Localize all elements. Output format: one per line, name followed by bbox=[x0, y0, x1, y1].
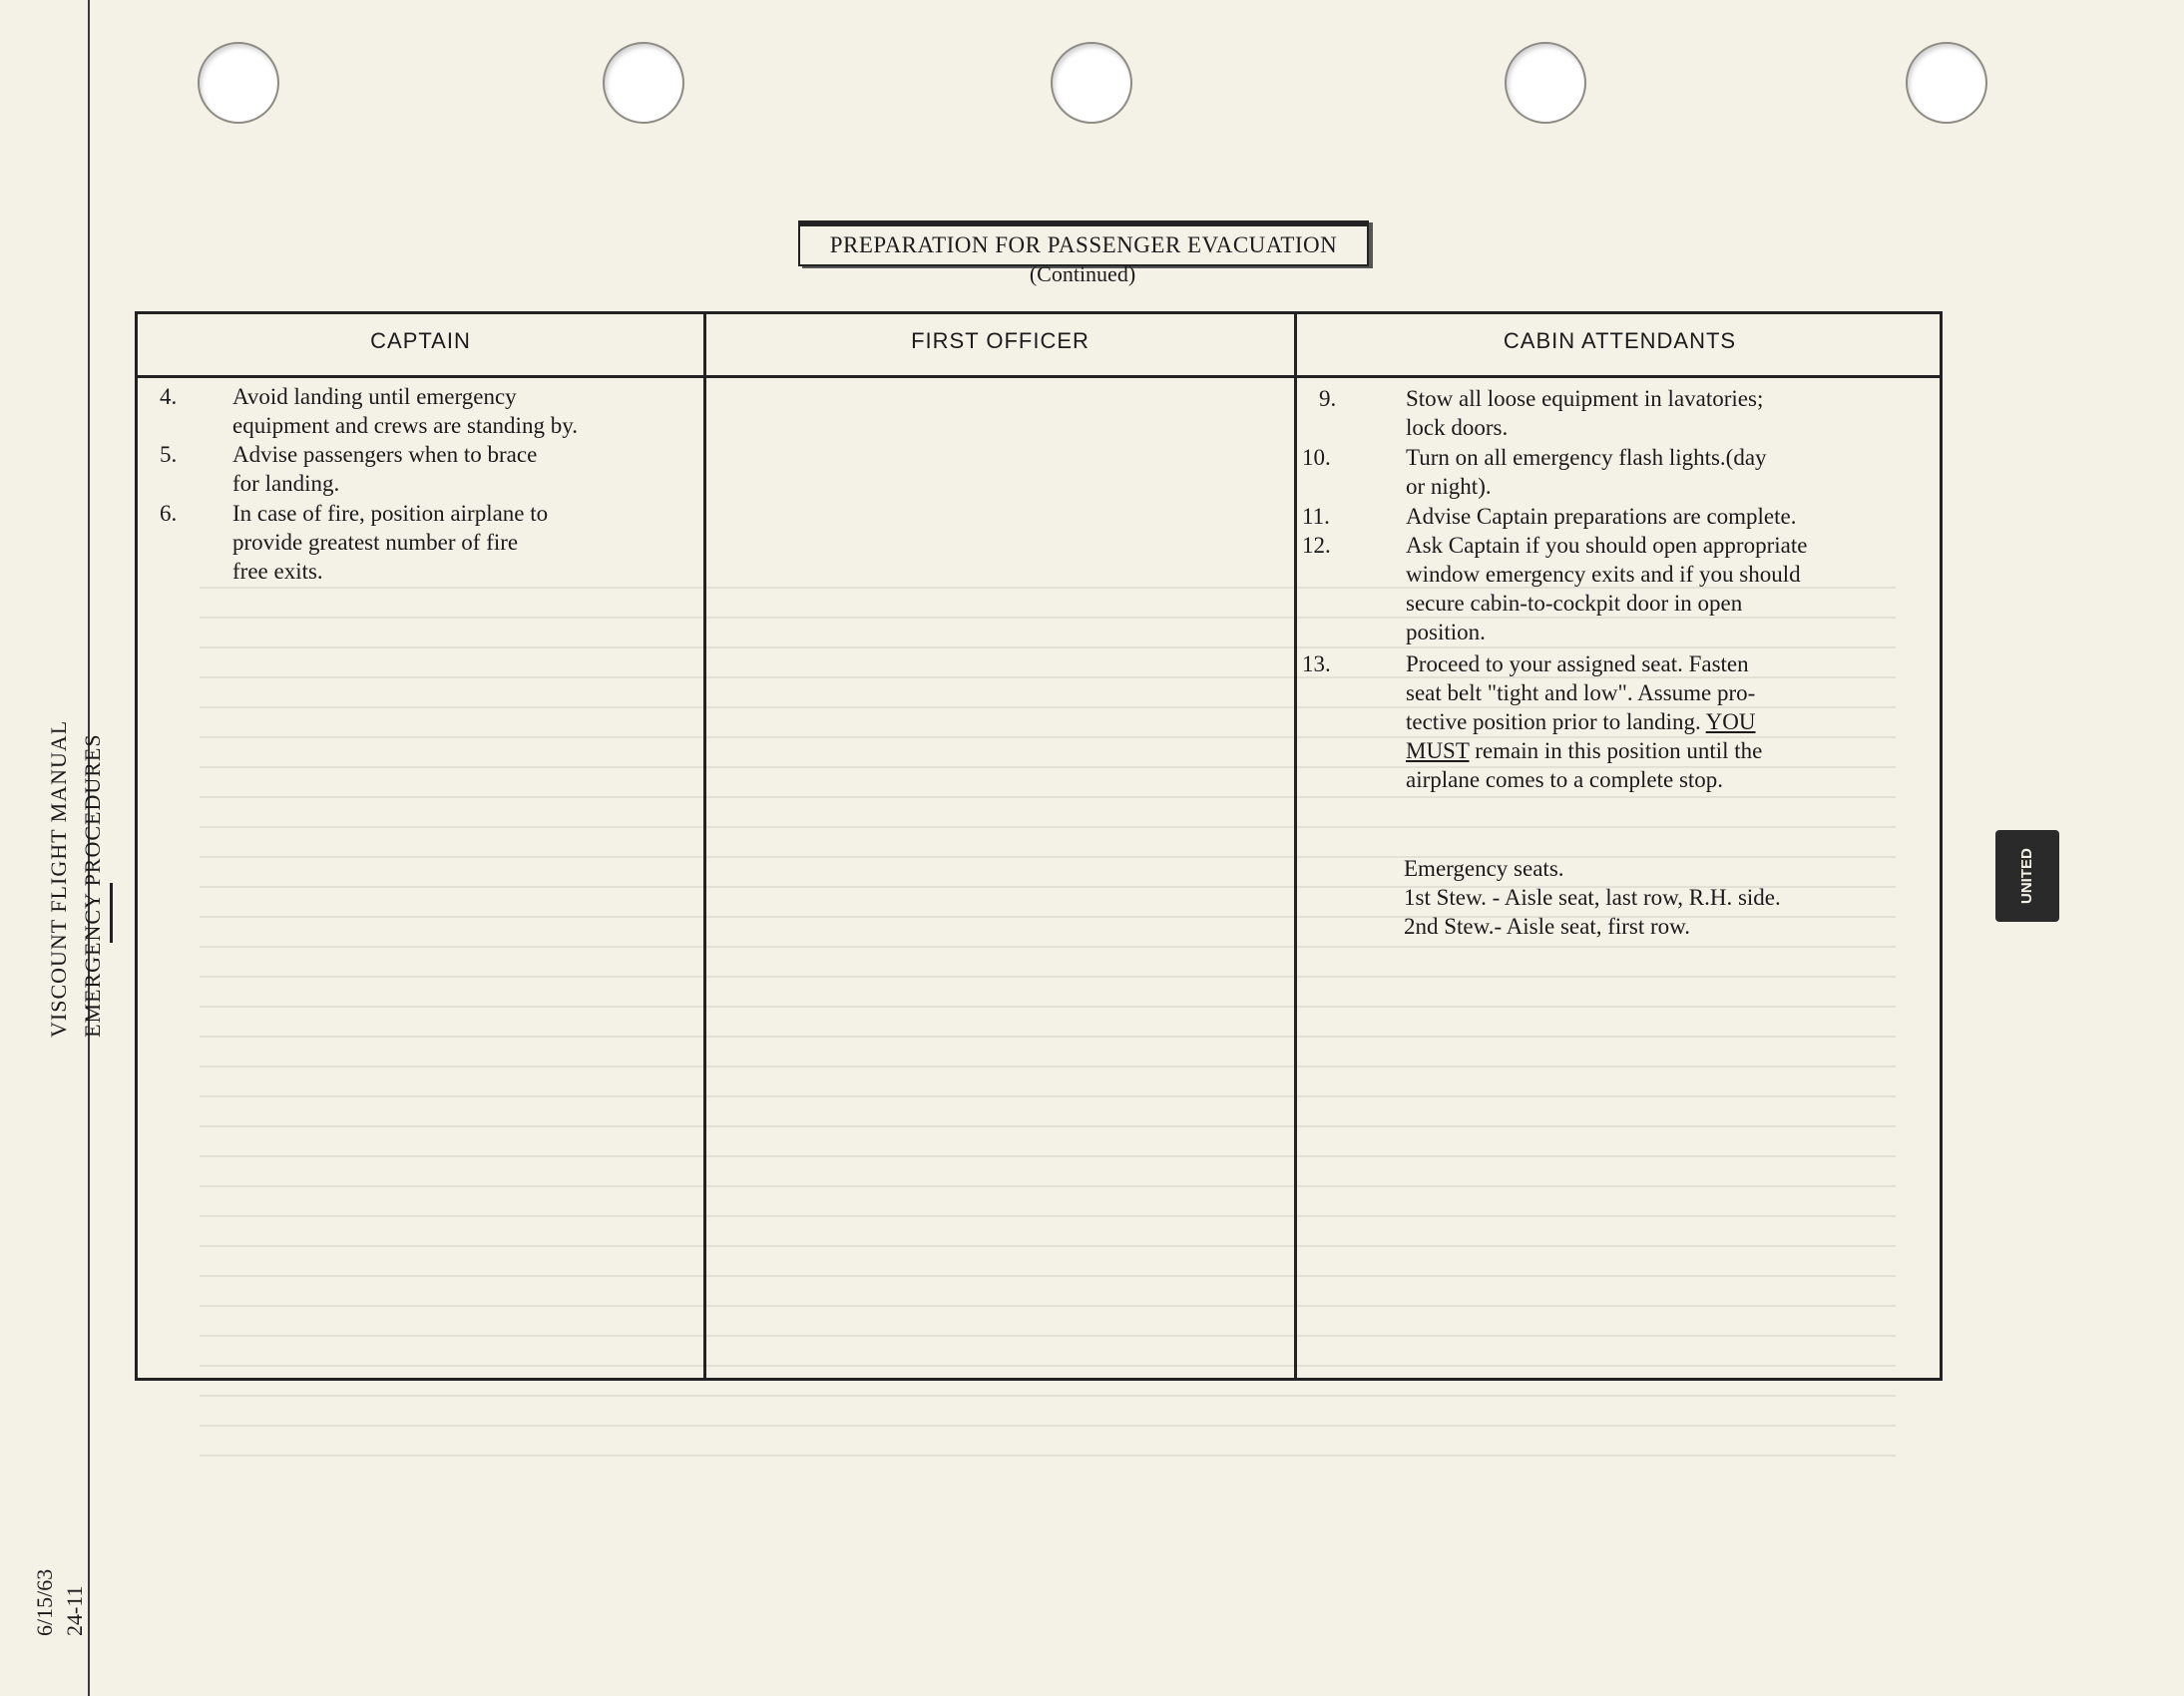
item-text: position. bbox=[1406, 620, 1486, 644]
item-number: 12. bbox=[1302, 533, 1331, 558]
item-text: lock doors. bbox=[1406, 415, 1509, 440]
punch-hole bbox=[198, 42, 279, 124]
item-text: In case of fire, position airplane to bbox=[232, 501, 549, 526]
punch-hole bbox=[603, 42, 684, 124]
item-text: provide greatest number of fire bbox=[232, 530, 519, 555]
item-text: Proceed to your assigned seat. Fasten bbox=[1406, 651, 1749, 676]
item-number: 13. bbox=[1302, 651, 1331, 676]
revision-date: 6/15/63 bbox=[32, 1568, 57, 1636]
header-rule bbox=[135, 375, 1943, 378]
item-text: Stow all loose equipment in lavatories; bbox=[1406, 386, 1764, 411]
column-header-captain: CAPTAIN bbox=[370, 328, 471, 353]
punch-hole bbox=[1505, 42, 1586, 124]
column-divider bbox=[1294, 311, 1297, 1381]
revision-bar bbox=[110, 883, 113, 943]
manual-name: VISCOUNT FLIGHT MANUAL bbox=[46, 719, 71, 1038]
emergency-seat-first: 1st Stew. - Aisle seat, last row, R.H. side. bbox=[1404, 885, 1781, 910]
page-subtitle: (Continued) bbox=[1029, 261, 1136, 286]
side-manual-label bbox=[42, 678, 105, 1038]
section-name: EMERGENCY PROCEDURES bbox=[80, 733, 105, 1038]
item-text: seat belt "tight and low". Assume pro- bbox=[1406, 680, 1756, 705]
item-text: Avoid landing until emergency bbox=[232, 384, 517, 409]
item-text: tective position prior to landing. bbox=[1406, 709, 1701, 734]
column-divider bbox=[703, 311, 706, 1381]
logo-text: UNITED bbox=[2018, 848, 2035, 904]
item-number: 4. bbox=[160, 384, 178, 409]
column-header-first-officer: FIRST OFFICER bbox=[911, 328, 1090, 353]
item-number: 5. bbox=[160, 442, 178, 467]
item-number: 6. bbox=[160, 501, 178, 526]
item-text: equipment and crews are standing by. bbox=[232, 413, 578, 438]
column-header-cabin-attendants: CABIN ATTENDANTS bbox=[1503, 328, 1737, 353]
emergency-seats bbox=[1404, 854, 1923, 941]
item-text: or night). bbox=[1406, 474, 1492, 499]
emergency-seats-heading: Emergency seats. bbox=[1404, 856, 1564, 881]
emphasis-text: YOU bbox=[1705, 709, 1756, 734]
united-logo-stamp bbox=[1995, 830, 2059, 922]
item-text: airplane comes to a complete stop. bbox=[1406, 767, 1724, 792]
item-number: 9. bbox=[1319, 386, 1337, 411]
item-text: window emergency exits and if you should bbox=[1406, 562, 1801, 587]
item-text: free exits. bbox=[232, 559, 323, 584]
item-number: 11. bbox=[1302, 504, 1330, 529]
item-text: Ask Captain if you should open appropriate bbox=[1406, 533, 1808, 558]
item-text: Turn on all emergency flash lights.(day bbox=[1406, 445, 1767, 470]
emergency-seat-second: 2nd Stew.- Aisle seat, first row. bbox=[1404, 914, 1691, 939]
emphasis-text: MUST bbox=[1406, 738, 1470, 763]
item-number: 10. bbox=[1302, 445, 1331, 470]
page-title: PREPARATION FOR PASSENGER EVACUATION bbox=[798, 220, 1369, 266]
item-text: for landing. bbox=[232, 471, 340, 496]
item-text: remain in this position until the bbox=[1475, 738, 1763, 763]
item-text: Advise passengers when to brace bbox=[232, 442, 538, 467]
punch-hole bbox=[1051, 42, 1132, 124]
page-footer bbox=[30, 1516, 90, 1636]
item-text: Advise Captain preparations are complete. bbox=[1406, 504, 1797, 529]
punch-hole bbox=[1906, 42, 1987, 124]
page-number: 24-11 bbox=[62, 1585, 87, 1636]
item-text: secure cabin-to-cockpit door in open bbox=[1406, 591, 1743, 616]
